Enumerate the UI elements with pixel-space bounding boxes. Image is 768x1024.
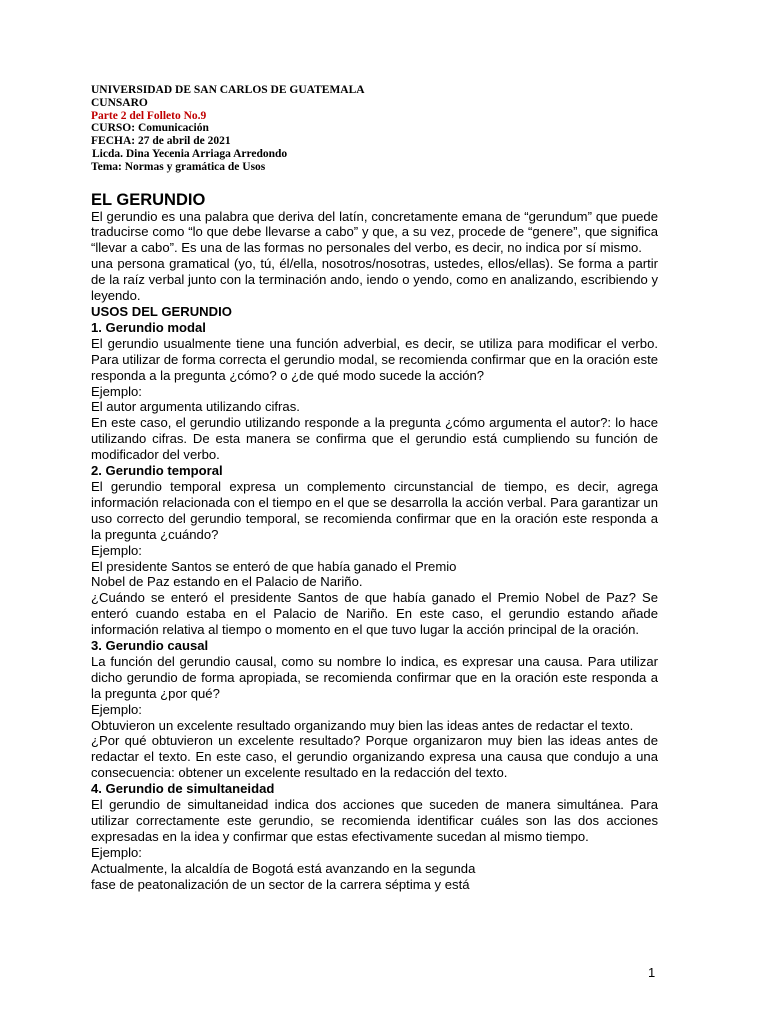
modal-example: El autor argumenta utilizando cifras. xyxy=(91,399,300,415)
simultaneidad-heading: 4. Gerundio de simultaneidad xyxy=(91,781,275,797)
causal-paragraph-2: ¿Por qué obtuvieron un excelente resultado? Porque organizaron muy bien las ideas antes de redactar el texto. En este caso, el gerundio organizando expresa una causa que condujo a una consecuencia: obtener un excelente resultado en la redacción del texto. xyxy=(91,733,658,781)
modal-ejemplo-label: Ejemplo: xyxy=(91,383,142,399)
intro-paragraph-2: una persona gramatical (yo, tú, él/ella, nosotros/nosotras, ustedes, ellos/ellas). Se forma a partir de la raíz verbal junto con la terminación ando, iendo o yendo, como en analizando, escribiendo y leyendo. xyxy=(91,256,658,304)
temporal-ejemplo-label: Ejemplo: xyxy=(91,542,142,558)
causal-heading: 3. Gerundio causal xyxy=(91,638,209,654)
page-number: 1 xyxy=(648,965,656,980)
causal-paragraph-1: La función del gerundio causal, como su nombre lo indica, es expresar una causa. Para utilizar dicho gerundio de forma apropiada, se recomienda confirmar que en la oración este responda a la pregunta ¿por qué? xyxy=(91,653,658,701)
simultaneidad-example-line-1: Actualmente, la alcaldía de Bogotá está avanzando en la segunda xyxy=(91,860,476,876)
header-part: Parte 2 del Folleto No.9 xyxy=(91,109,207,122)
temporal-example-line-2: Nobel de Paz estando en el Palacio de Nariño. xyxy=(91,574,363,590)
header-university: UNIVERSIDAD DE SAN CARLOS DE GUATEMALA xyxy=(91,84,365,96)
usos-heading: USOS DEL GERUNDIO xyxy=(91,304,232,320)
intro-paragraph-1: El gerundio es una palabra que deriva del latín, concretamente emana de “gerundum” que puede traducirse como “lo que debe llevarse a cabo” y que, a su vez, procede de “genere”, que significa “llevar a cabo”. Es una de las formas no personales del verbo, es decir, no indica por sí mismo. xyxy=(91,208,658,256)
modal-heading: 1. Gerundio modal xyxy=(91,319,206,335)
modal-paragraph-2: En este caso, el gerundio utilizando responde a la pregunta ¿cómo argumenta el autor?: lo hace utilizando cifras. De esta manera se confirma que el gerundio está cumpliendo su función de modificador del verbo. xyxy=(91,415,658,463)
simultaneidad-example-line-2: fase de peatonalización de un sector de la carrera séptima y está xyxy=(91,876,470,892)
header-teacher: Licda. Dina Yecenia Arriaga Arredondo xyxy=(92,147,288,160)
document-header xyxy=(91,84,658,174)
modal-paragraph-1: El gerundio usualmente tiene una función adverbial, es decir, se utiliza para modificar el verbo. Para utilizar de forma correcta el gerundio modal, se recomienda confirmar que en la oración este responda a la pregunta ¿cómo? o ¿de qué modo sucede la acción? xyxy=(91,335,658,383)
temporal-paragraph-2: ¿Cuándo se enteró el presidente Santos de que había ganado el Premio Nobel de Paz? Se enteró cuando estaba en el Palacio de Nariño. En este caso, el gerundio estando añade información relativa al tiempo o momento en el que tuvo lugar la acción principal de la oración. xyxy=(91,590,658,638)
header-date: FECHA: 27 de abril de 2021 xyxy=(91,135,231,148)
temporal-example-line-1: El presidente Santos se enteró de que había ganado el Premio xyxy=(91,558,457,574)
header-campus: CUNSARO xyxy=(91,96,148,109)
causal-example: Obtuvieron un excelente resultado organizando muy bien las ideas antes de redactar el texto. xyxy=(91,717,634,733)
simultaneidad-ejemplo-label: Ejemplo: xyxy=(91,844,142,860)
document-page xyxy=(91,84,658,893)
document-body xyxy=(91,209,658,893)
temporal-heading: 2. Gerundio temporal xyxy=(91,463,223,479)
causal-ejemplo-label: Ejemplo: xyxy=(91,701,142,717)
header-topic: Tema: Normas y gramática de Usos xyxy=(91,160,266,173)
page-title: EL GERUNDIO xyxy=(91,190,206,209)
simultaneidad-paragraph-1: El gerundio de simultaneidad indica dos acciones que suceden de manera simultánea. Para utilizar correctamente este gerundio, se recomienda identificar cuáles son las dos acciones expresadas en la idea y confirmar que estas efectivamente sucedan al mismo tiempo. xyxy=(91,797,658,844)
temporal-paragraph-1: El gerundio temporal expresa un complemento circunstancial de tiempo, es decir, agrega información relacionada con el tiempo en el que se desarrolla la acción verbal. Para garantizar un uso correcto del gerundio temporal, se recomienda confirmar que en la oración este responda a la pregunta ¿cuándo? xyxy=(91,478,658,542)
header-course: CURSO: Comunicación xyxy=(91,122,209,135)
